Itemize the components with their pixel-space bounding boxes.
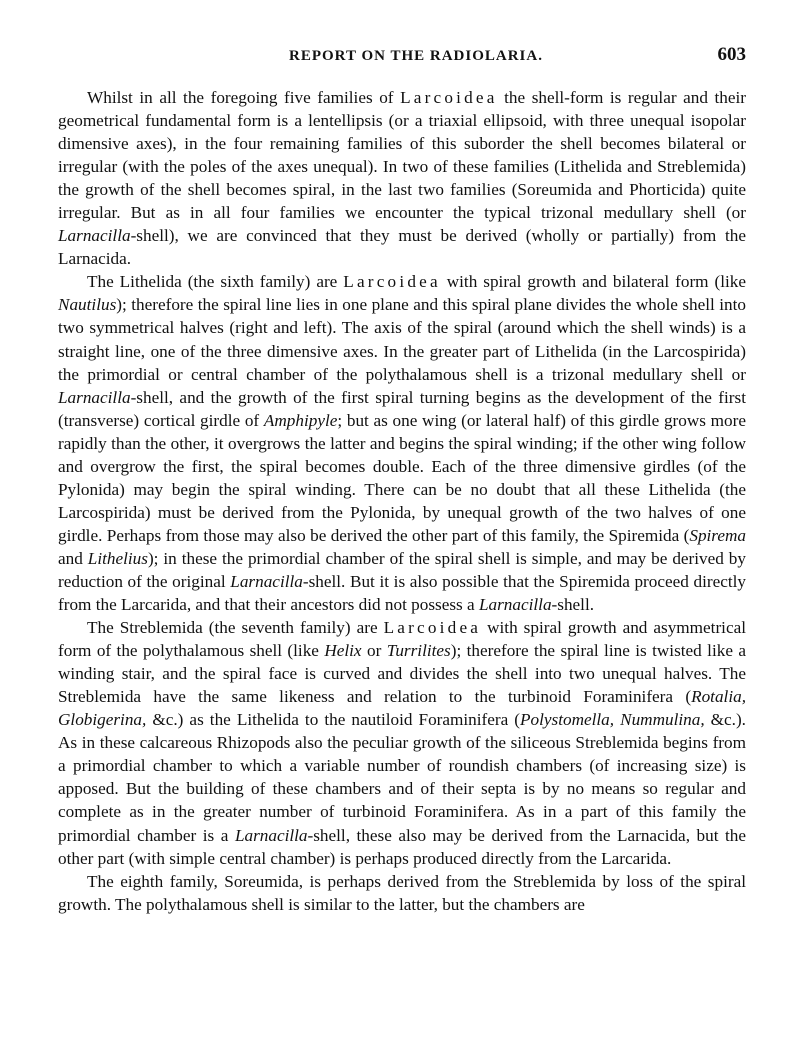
italic-term: Polystomella, Nummulina, [520,710,705,730]
body-text [58,86,746,916]
text-run: -shell, these also may be derived from the Larnacida, but the other part (with simple central chamber) is perhaps produced directly from the Larcarida. [58,825,747,868]
running-title: REPORT ON THE RADIOLARIA. [289,48,543,64]
text-run: The Lithelida (the sixth family) are [87,272,344,292]
italic-term: Amphipyle [263,410,338,430]
italic-term: Larnacilla [58,387,131,407]
text-run: ); therefore the spiral line is twisted like a winding stair, and the spiral face is curved and divides the shell into two unequal halves. The Streblemida have the same likeness and relation to the turbinoid Foraminifera ( [58,641,746,707]
text-run: and [58,548,88,568]
text-run: -shell), we are convinced that they must be derived (wholly or partially) from the Larnacida. [58,226,746,269]
spaced-term: Larcoidea [343,272,441,292]
page-number: 603 [717,44,746,65]
text-run: The eighth family, Soreumida, is perhaps derived from the Streblemida by loss of the spiral growth. The polythalamous shell is similar to the latter, but the chambers are [58,871,746,914]
italic-term: Larnacilla [58,226,131,246]
paragraph [58,270,746,616]
text-run: &c.) as the Lithelida to the nautiloid Foraminifera ( [146,710,521,730]
italic-term: Rotalia, Globigerina, [58,687,746,730]
page-header [86,44,746,70]
italic-term: Nautilus [58,295,117,315]
italic-term: Larnacilla [234,825,308,845]
italic-term: Helix [324,641,362,661]
text-run: ); in these the primordial chamber of the spiral shell is simple, and may be derived by reduction of the original [58,548,746,591]
italic-term: Spirema [689,525,746,545]
text-run: or [361,641,387,661]
text-run: ); therefore the spiral line lies in one plane and this spiral plane divides the whole shell into two symmetrical halves (right and left). The axis of the spiral (around which the shell winds) is a straight line, one of the three dimensive axes. In the greater part of Lithelida (in the Larcospirida) the primordial or central chamber of the polythalamous shell is a trizonal medullary shell or [58,295,746,384]
spaced-term: Larcoidea [383,618,482,638]
text-run: with spiral growth and asymmetrical form of the polythalamous shell (like [58,618,746,661]
text-run: -shell. [551,595,595,615]
text-run: &c.). As in these calcareous Rhizopods also the peculiar growth of the siliceous Streblemida begins from a primordial chamber to which a variable number of roundish chambers (of increasing size) is apposed. But the building of these chambers and of their septa is by no means so regular and complete as in the greater number of turbinoid Foraminifera. As in a part of this family the primordial chamber is a [58,710,746,845]
paragraph [58,86,746,270]
text-run: Whilst in all the foregoing five families of [87,88,401,107]
text-run: -shell. But it is also possible that the Spiremida proceed directly from the Larcarida, and that their ancestors did not possess a [58,571,746,615]
text-run: ; but as one wing (or lateral half) of this girdle grows more rapidly than the other, it overgrows the latter and begins the spiral winding; if the other wing follow and overgrow the first, the spiral becomes double. Each of the three dimensive girdles (of the Pylonida) may begin the spiral winding. There can be no doubt that all these Lithelida (the Larcospirida) must be derived from the Pylonida, by unequal growth of the two halves of one girdle. Perhaps from those may also be derived the other part of this family, the Spiremida ( [58,410,746,545]
italic-term: Lithelius [87,548,148,568]
text-run: with spiral growth and bilateral form (like [440,272,746,292]
italic-term: Larnacilla [230,571,303,591]
text-run: The Streblemida (the seventh family) are [87,618,384,638]
spaced-term: Larcoidea [400,88,498,107]
text-run: the shell-form is regular and their geometrical fundamental form is a lentellipsis (or a triaxial ellipsoid, with three unequal isopolar dimensive axes), in the four remaining families of this suborder the shell becomes bilateral or irregular (with the poles of the axes unequal). In two of these families (Lithelida and Streblemida) the growth of the shell becomes spiral, in the last two families (Soreumida and Phorticida) quite irregular. But as in all four families we encounter the typical trizonal medullary shell (or [58,88,746,223]
italic-term: Larnacilla [478,595,552,615]
text-run: -shell, and the growth of the first spiral turning begins as the development of the first (transverse) cortical girdle of [58,387,746,430]
italic-term: Turrilites [386,641,451,661]
paragraph [58,616,746,870]
paragraph [58,870,746,916]
